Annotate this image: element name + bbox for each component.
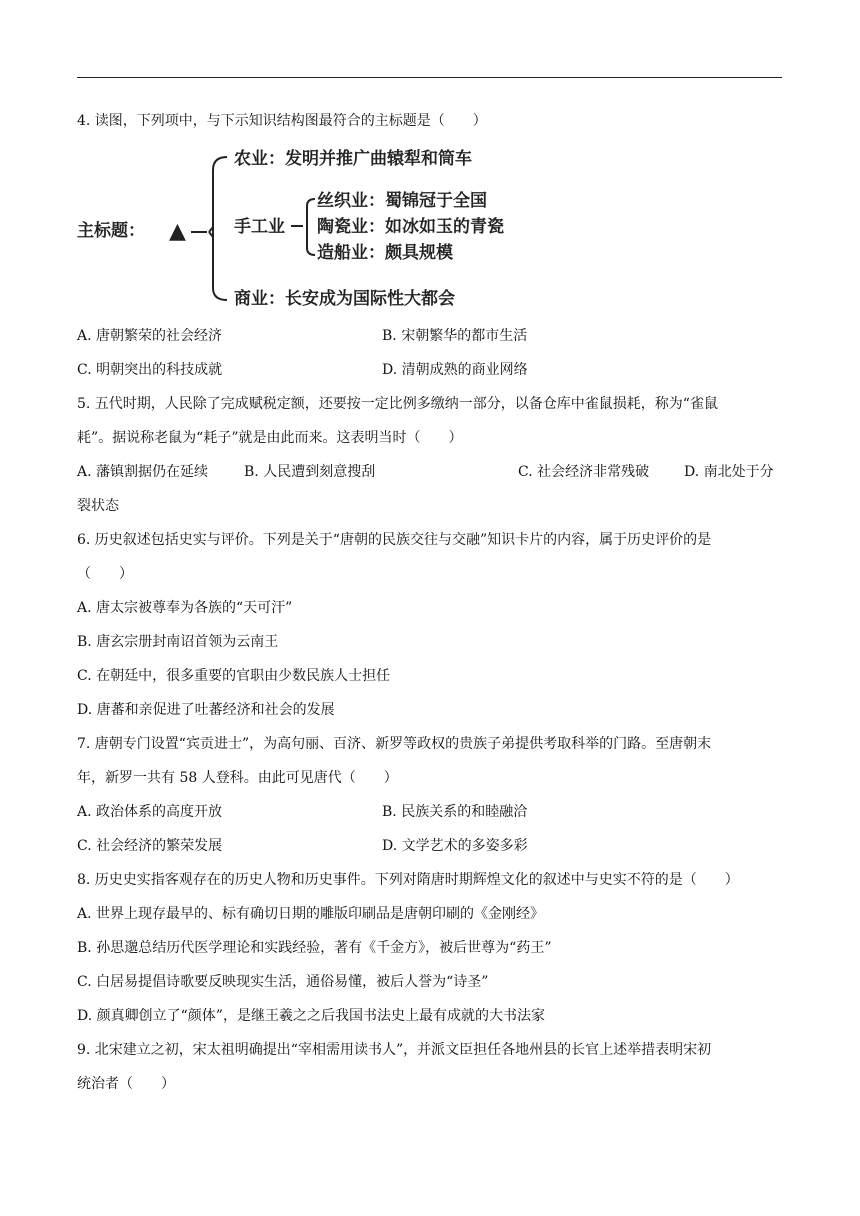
q5-stem-line2: 耗”。据说称老鼠为“耗子”就是由此而来。这表明当时（ ）: [77, 430, 463, 446]
q5-option-b: B. 人民遭到刻意搜刮: [244, 464, 376, 480]
q8-option-d: D. 颜真卿创立了“颜体”，是继王羲之之后我国书法史上最有成就的大书法家: [77, 1008, 545, 1024]
diagram-silk: 丝织业：蜀锦冠于全国: [317, 191, 487, 211]
q8-option-c: C. 白居易提倡诗歌要反映现实生活，通俗易懂，被后人誉为“诗圣”: [77, 974, 489, 990]
q4-option-b: B. 宋朝繁华的都市生活: [382, 328, 528, 344]
q6-stem-line2: （ ）: [77, 566, 133, 582]
q7-option-c: C. 社会经济的繁荣发展: [77, 838, 223, 854]
diagram-agriculture: 农业：发明并推广曲辕犁和筒车: [234, 149, 472, 169]
q4-option-a: A. 唐朝繁荣的社会经济: [77, 328, 223, 344]
q9-stem-line2: 统治者（ ）: [77, 1076, 175, 1092]
diagram-commerce: 商业：长安成为国际性大都会: [234, 289, 455, 309]
q5-option-d-continued: 裂状态: [77, 498, 119, 514]
diagram-placeholder-triangle: ▲: [169, 219, 186, 244]
q7-option-d: D. 文学艺术的多姿多彩: [382, 838, 528, 854]
q5-option-c: C. 社会经济非常残破: [518, 464, 650, 480]
diagram-porcelain: 陶瓷业：如冰如玉的青瓷: [317, 217, 504, 237]
q8-option-a: A. 世界上现存最早的、标有确切日期的雕版印刷品是唐朝印刷的《金刚经》: [77, 906, 545, 922]
q8-option-b: B. 孙思邈总结历代医学理论和实践经验，著有《千金方》，被后世尊为“药王”: [77, 940, 552, 956]
header-rule: [77, 77, 782, 78]
knowledge-structure-diagram: [77, 140, 557, 320]
q5-option-a: A. 藩镇割据仍在延续: [77, 464, 209, 480]
q6-option-c: C. 在朝廷中，很多重要的官职由少数民族人士担任: [77, 668, 391, 684]
diagram-main-label: 主标题：: [77, 221, 145, 241]
q7-stem-line2: 年，新罗一共有 58 人登科。由此可见唐代（ ）: [77, 770, 398, 786]
q6-stem-line1: 6. 历史叙述包括史实与评价。下列是关于“唐朝的民族交往与交融”知识卡片的内容，属于历史评价的是: [77, 532, 712, 548]
q6-option-a: A. 唐太宗被尊奉为各族的“天可汗”: [77, 600, 293, 616]
q4-option-d: D. 清朝成熟的商业网络: [382, 362, 528, 378]
diagram-shipbuilding: 造船业：颇具规模: [317, 243, 453, 263]
q7-option-b: B. 民族关系的和睦融洽: [382, 804, 528, 820]
diagram-handicraft: 手工业: [234, 217, 285, 237]
q6-option-d: D. 唐蕃和亲促进了吐蕃经济和社会的发展: [77, 702, 335, 718]
q6-option-b: B. 唐玄宗册封南诏首领为云南王: [77, 634, 279, 650]
q8-stem: 8. 历史史实指客观存在的历史人物和历史事件。下列对隋唐时期辉煌文化的叙述中与史实不符的是（ ）: [77, 872, 739, 888]
q5-stem-line1: 5. 五代时期，人民除了完成赋税定额，还要按一定比例多缴纳一部分，以备仓库中雀鼠损耗，称为“雀鼠: [77, 396, 718, 412]
q5-option-d: D. 南北处于分: [684, 464, 774, 480]
q7-stem-line1: 7. 唐朝专门设置“宾贡进士”，为高句丽、百济、新罗等政权的贵族子弟提供考取科举的门路。至唐朝末: [77, 736, 712, 752]
q4-stem: 4. 读图，下列项中，与下示知识结构图最符合的主标题是（ ）: [77, 113, 487, 129]
q7-option-a: A. 政治体系的高度开放: [77, 804, 223, 820]
q9-stem-line1: 9. 北宋建立之初，宋太祖明确提出“宰相需用读书人”，并派文臣担任各地州县的长官上述举措表明宋初: [77, 1042, 712, 1058]
q4-option-c: C. 明朝突出的科技成就: [77, 362, 223, 378]
